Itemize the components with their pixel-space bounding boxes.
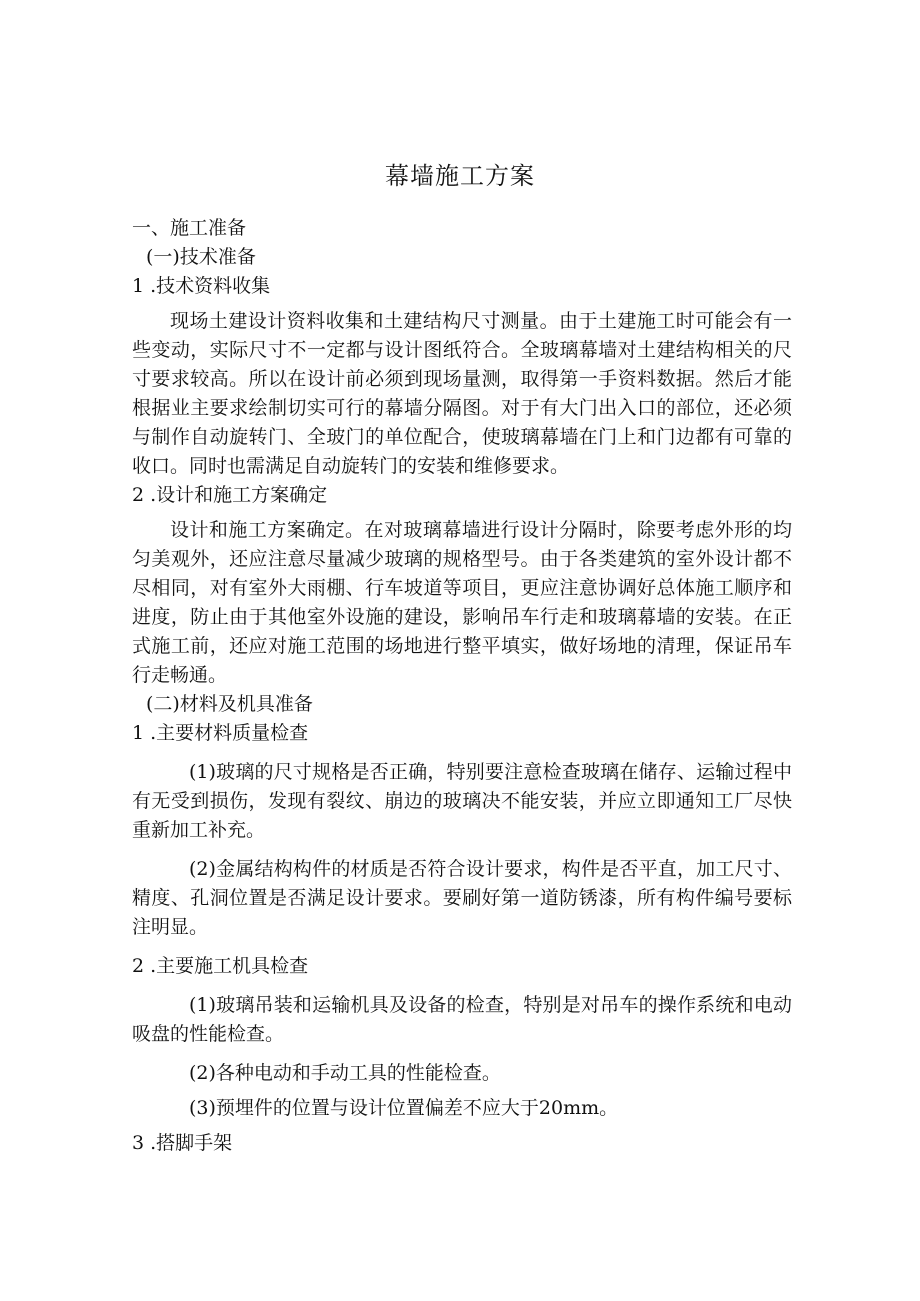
numbered-heading: 1 .主要材料质量检查 — [132, 722, 309, 744]
numbered-heading: 2 .主要施工机具检查 — [132, 955, 309, 977]
numbered-heading: 2 .设计和施工方案确定 — [132, 484, 328, 506]
numbered-heading: 3 .搭脚手架 — [132, 1132, 233, 1154]
document-title: 幕墙施工方案 — [385, 162, 535, 190]
paragraph: 设计和施工方案确定。在对玻璃幕墙进行设计分隔时，除要考虑外形的均匀美观外，还应注意尽量减少玻璃的规格型号。由于各类建筑的室外设计都不尽相同，对有室外大雨棚、行车坡道等项目，更应注意协调好总体施工顺序和进度，防止由于其他室外设施的建设，影响吊车行走和玻璃幕墙的安装。在正式施工前，还应对施工范围的场地进行整平填实，做好场地的清理，保证吊车行走畅通。 — [132, 519, 792, 686]
document-body — [132, 214, 792, 1158]
subsection-heading: (二)材料及机具准备 — [146, 693, 313, 715]
section-heading: 一、施工准备 — [132, 217, 247, 239]
list-item: (3)预埋件的位置与设计位置偏差不应大于20mm。 — [189, 1097, 619, 1119]
list-item: (1)玻璃吊装和运输机具及设备的检查，特别是对吊车的操作系统和电动吸盘的性能检查。 — [132, 994, 792, 1045]
numbered-heading: 1 .技术资料收集 — [132, 275, 271, 297]
subsection-heading: (一)技术准备 — [146, 246, 256, 268]
list-item: (2)金属结构构件的材质是否符合设计要求，构件是否平直，加工尺寸、精度、孔洞位置是否满足设计要求。要刷好第一道防锈漆，所有构件编号要标注明显。 — [132, 858, 792, 938]
list-item: (1)玻璃的尺寸规格是否正确，特别要注意检查玻璃在储存、运输过程中有无受到损伤，发现有裂纹、崩边的玻璃决不能安装，并应立即通知工厂尽快重新加工补充。 — [132, 761, 792, 841]
list-item: (2)各种电动和手动工具的性能检查。 — [189, 1062, 501, 1084]
paragraph: 现场土建设计资料收集和土建结构尺寸测量。由于土建施工时可能会有一些变动，实际尺寸不一定都与设计图纸符合。全玻璃幕墙对土建结构相关的尺寸要求较高。所以在设计前必须到现场量测，取得第一手资料数据。然后才能根据业主要求绘制切实可行的幕墙分隔图。对于有大门出入口的部位，还必须与制作自动旋转门、全玻门的单位配合，使玻璃幕墙在门上和门边都有可靠的收口。同时也需满足自动旋转门的安装和维修要求。 — [132, 310, 792, 477]
